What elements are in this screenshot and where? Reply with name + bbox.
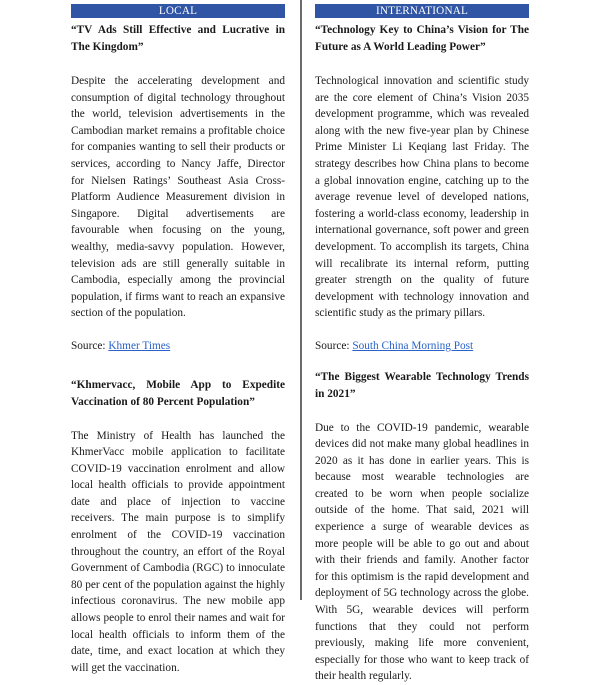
article-headline: “The Biggest Wearable Technology Trends in 2021”: [315, 369, 529, 403]
local-column: [71, 4, 285, 676]
international-article-1: [315, 22, 529, 355]
article-source: [71, 338, 285, 355]
article-body: Technological innovation and scientific study are the core element of China’s Vision 2035 development programme, which was revealed along with the new five-year plan by Chinese Prime Minister Li Keqiang last Friday. The strategy describes how China plans to become a global innovation engine, catching up to the average revenue level of developed nations, fostering a world-class economy, leadership in international governance, soft power and green development. To accomplish its targets, China will recalibrate its internal reform, putting greater strength on the quality of future development with technology innovation and scientific study as the primary pillars.: [315, 73, 529, 322]
column-divider: [300, 0, 302, 600]
article-body: Despite the accelerating development and consumption of digital technology throughout the world, television advertisements in the Cambodian market remains a profitable choice for companies wanting to sell their products or services, according to Nancy Jaffe, Director for Nielsen Ratings’ Southeast Asia Cross-Platform Audience Measurement division in Singapore. Digital advertisements are favourable when focusing on the young, wealthy, media-savvy population. However, television ads are still generally suitable in Cambodia, especially among the provincial population, if firms want to reach an expansive section of the population.: [71, 73, 285, 322]
article-body: Due to the COVID-19 pandemic, wearable devices did not make many global headlines in 2020 as it has done in earlier years. This is because most wearable technologies are created to be worn when people socialize outside of the home. That said, 2021 will experience a surge of wearable devices as more people will be able to go out and about with their friends and family. Another factor for this optimism is the rapid development and deployment of 5G technology across the globe. With 5G, wearable devices will perform functions that they could not perform previously, making life more convenient, especially for those who want to keep track of their health regularly.: [315, 420, 529, 685]
source-label: Source:: [315, 340, 352, 352]
source-link-scmp[interactable]: South China Morning Post: [352, 340, 473, 352]
local-section-header: LOCAL: [71, 4, 285, 18]
article-headline: “TV Ads Still Effective and Lucrative in The Kingdom”: [71, 22, 285, 56]
article-body: The Ministry of Health has launched the KhmerVacc mobile application to facilitate COVID-19 vaccination enrolment and allow local health officials to provide appointment date and place of injection to vaccine receivers. The main purpose is to simplify enrolment of the COVID-19 vaccination throughout the country, an effort of the Royal Government of Cambodia (RGC) to innoculate 80 per cent of the population against the highly infectious coronavirus. The new mobile app allows people to enrol their names and wait for local health officials to inform them of the date, time, and exact location at which they will get the vaccination.: [71, 428, 285, 677]
international-section-header: INTERNATIONAL: [315, 4, 529, 18]
international-article-2: [315, 369, 529, 685]
article-headline: “Technology Key to China’s Vision for The Future as A World Leading Power”: [315, 22, 529, 56]
local-article-2: [71, 377, 285, 677]
article-source: [315, 338, 529, 355]
international-column: [315, 4, 529, 685]
local-article-1: [71, 22, 285, 355]
article-headline: “Khmervacc, Mobile App to Expedite Vaccination of 80 Percent Population”: [71, 377, 285, 411]
source-link-khmer-times[interactable]: Khmer Times: [108, 340, 170, 352]
source-label: Source:: [71, 340, 108, 352]
